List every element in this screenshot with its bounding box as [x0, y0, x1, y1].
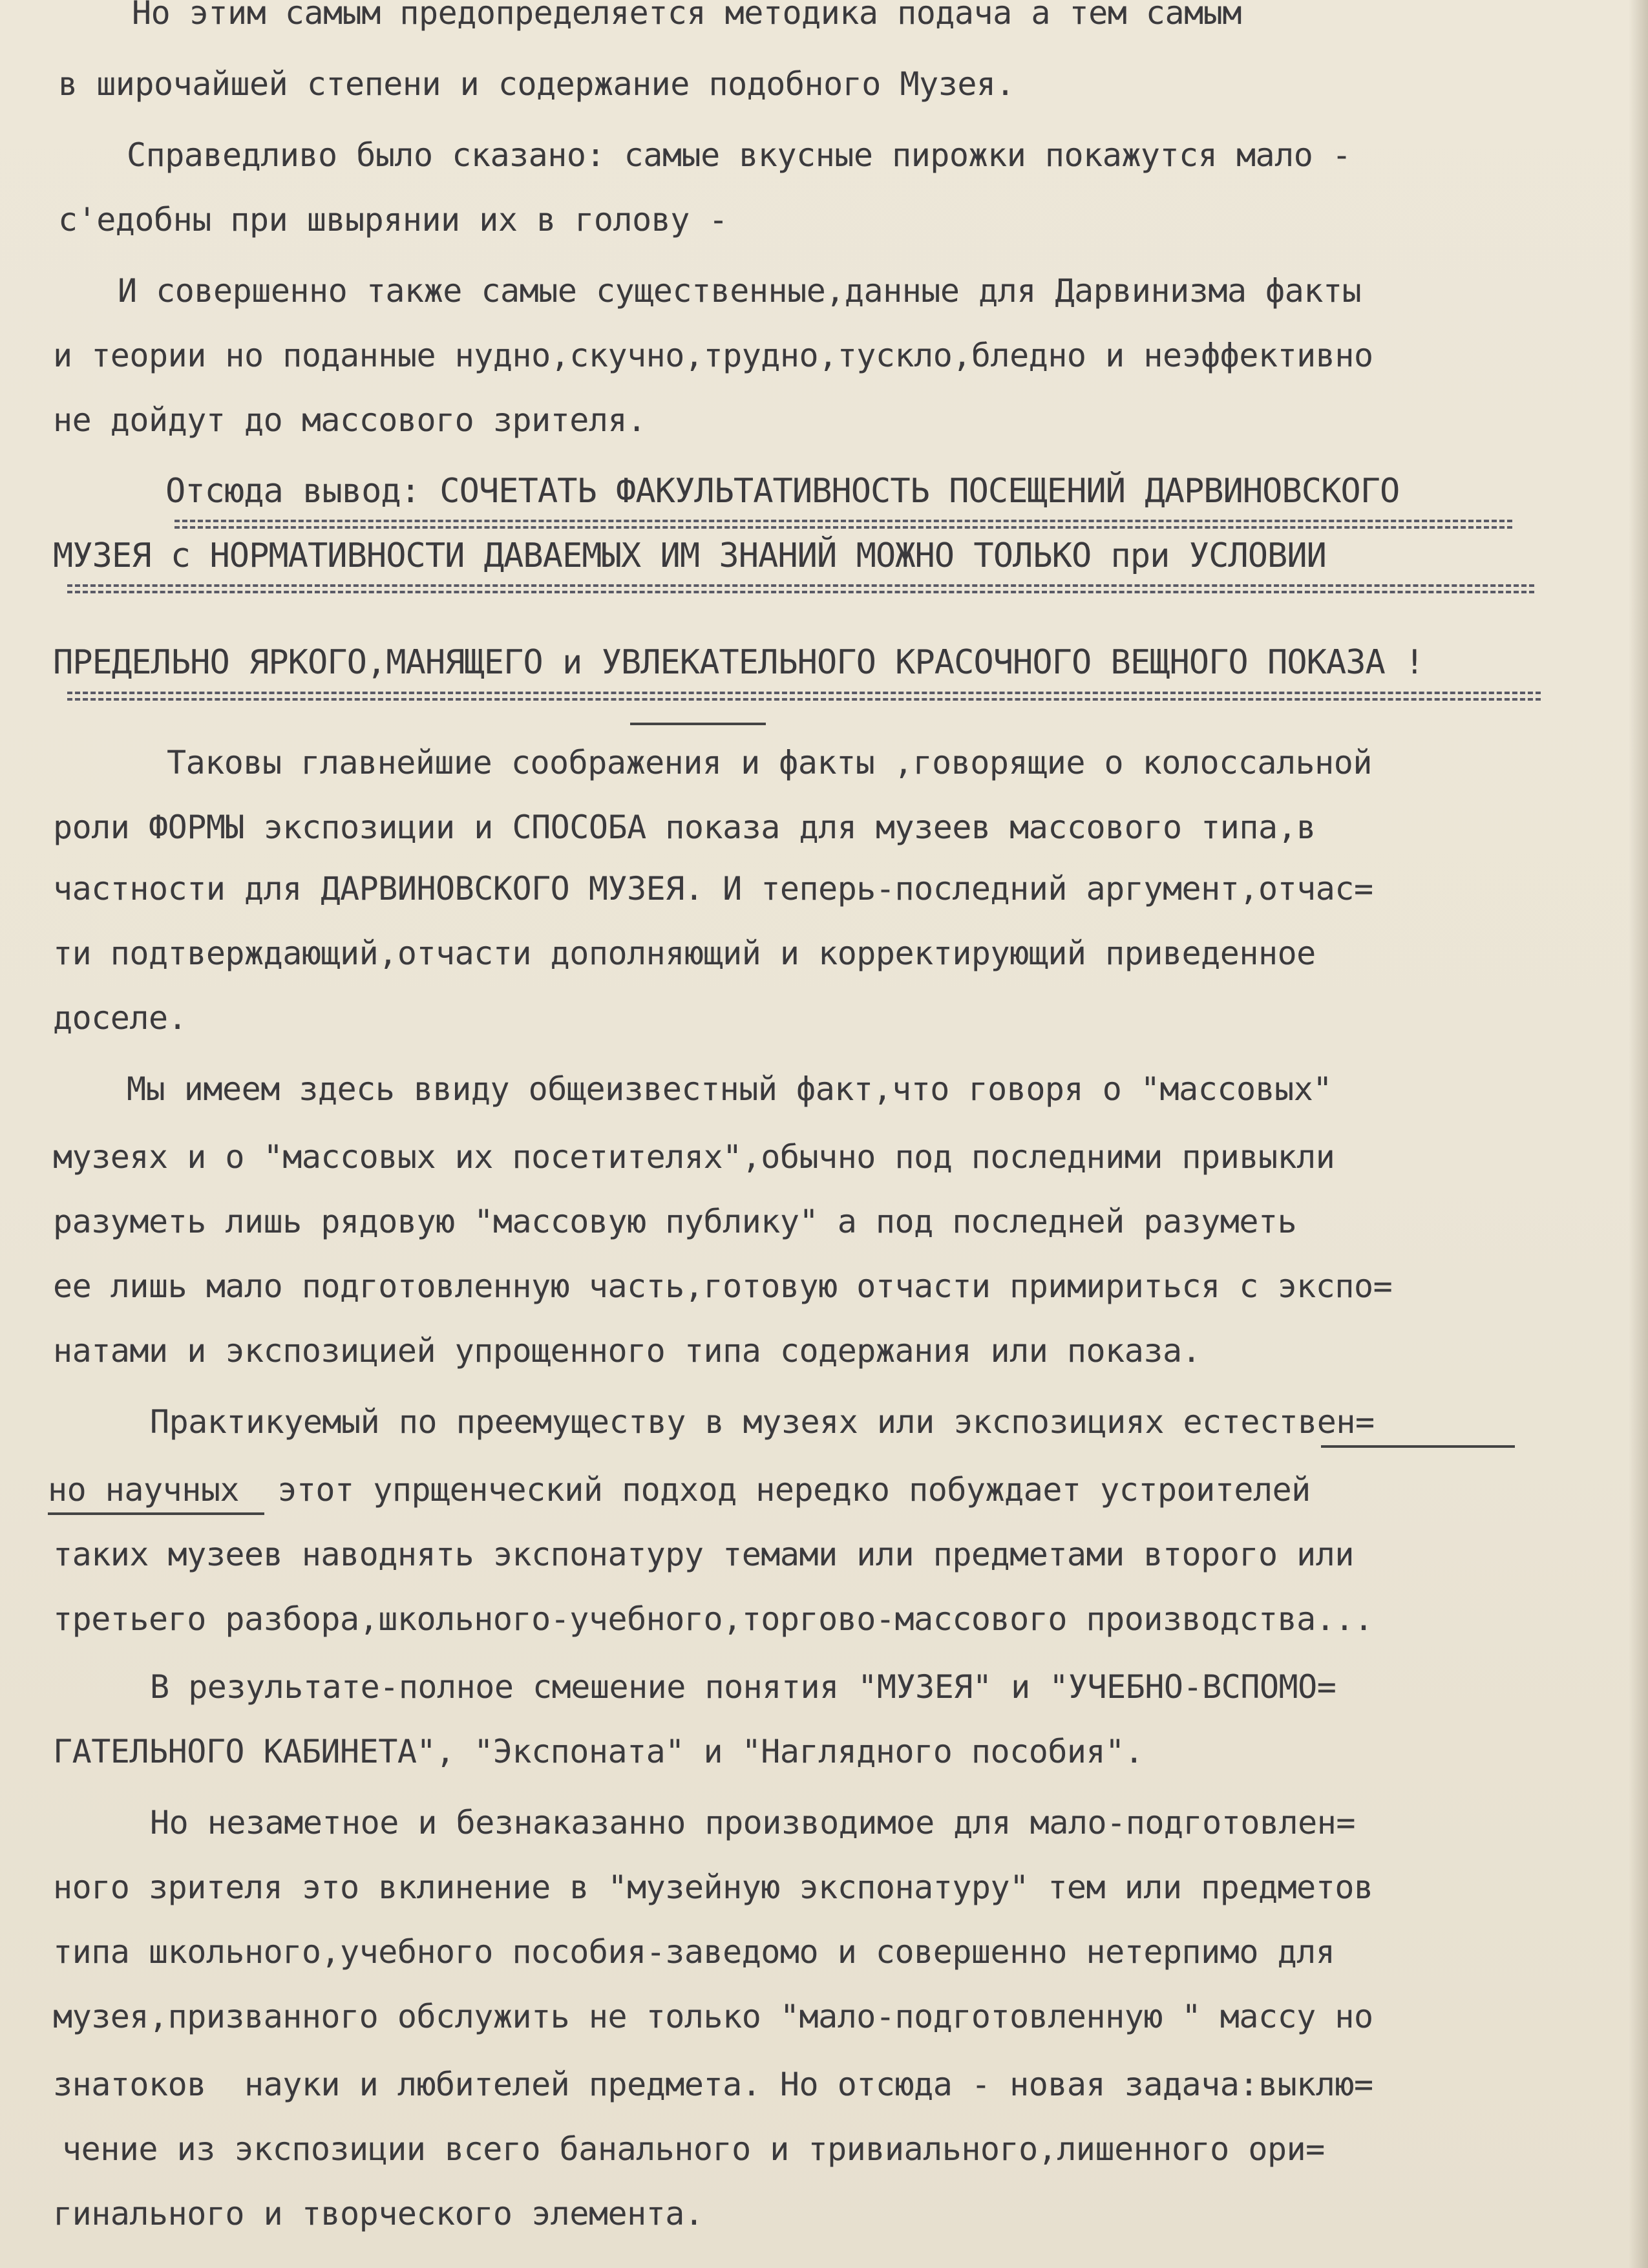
text-line-28: ного зрителя это вклинение в "музейную экспонатуру" тем или предметов	[53, 1869, 1373, 1906]
text-line-14: ти подтверждающий,отчасти дополняющий и корректирующий приведенное	[53, 935, 1316, 972]
text-line-9: МУЗЕЯ с НОРМАТИВНОСТИ ДАВАЕМЫХ ИМ ЗНАНИЙ МОЖНО ТОЛЬКО при УСЛОВИИ	[53, 536, 1326, 575]
underline-estestven	[1321, 1445, 1515, 1448]
text-line-10: ПРЕДЕЛЬНО ЯРКОГО,МАНЯЩЕГО и УВЛЕКАТЕЛЬНОГО КРАСОЧНОГО ВЕЩНОГО ПОКАЗА !	[53, 643, 1424, 682]
text-line-20: натами и экспозицией упрощенного типа содержания или показа.	[53, 1332, 1201, 1370]
text-line-30: музея,призванного обслужить не только "мало-подготовленную " массу но	[53, 1998, 1373, 2035]
text-line-31: знатоков науки и любителей предмета. Но отсюда - новая задача:выклю=	[53, 2066, 1373, 2103]
text-line-12: роли ФОРМЫ экспозиции и СПОСОБА показа для музеев массового типа,в	[53, 809, 1316, 846]
text-line-18: разуметь лишь рядовую "массовую публику" а под последней разуметь	[53, 1203, 1297, 1240]
text-line-24: третьего разбора,школьного-учебного,торгово-массового производства...	[53, 1600, 1373, 1638]
double-rule-3	[67, 692, 1541, 694]
text-line-8: Отсюда вывод: СОЧЕТАТЬ ФАКУЛЬТАТИВНОСТЬ ПОСЕЩЕНИЙ ДАРВИНОВСКОГО	[165, 472, 1400, 511]
double-rule-1	[174, 520, 1512, 522]
double-rule-1b	[174, 526, 1512, 529]
double-rule-2b	[67, 591, 1534, 593]
short-underline	[630, 723, 766, 725]
text-line-2: в широчайшей степени и содержание подобного Музея.	[58, 65, 1015, 103]
double-rule-3b	[67, 698, 1541, 701]
text-line-22: но научных этот упрщенческий подход нередко побуждает устроителей	[48, 1471, 1311, 1509]
text-line-23: таких музеев наводнять экспонатуру темами или предметами второго или	[53, 1536, 1354, 1573]
text-line-7: не дойдут до массового зрителя.	[53, 401, 646, 439]
text-line-11: Таковы главнейшие соображения и факты ,говорящие о колоссальной	[167, 744, 1372, 781]
text-line-19: ее лишь мало подготовленную часть,готовую отчасти примириться с экспо=	[53, 1267, 1393, 1305]
text-line-13: частности для ДАРВИНОВСКОГО МУЗЕЯ. И теперь-последний аргумент,отчас=	[53, 870, 1373, 907]
text-line-3: Справедливо было сказано: самые вкусные пирожки покажутся мало -	[127, 136, 1351, 174]
text-line-4: с'едобны при швырянии их в голову -	[58, 201, 728, 238]
underline-no-nauchnyh	[48, 1512, 264, 1515]
text-line-6: и теории но поданные нудно,скучно,трудно,тускло,бледно и неэффективно	[53, 337, 1373, 374]
text-line-21: Практикуемый по преемуществу в музеях или экспозициях естествен=	[150, 1403, 1375, 1441]
text-line-5: И совершенно также самые существенные,данные для Дарвинизма факты	[118, 272, 1362, 310]
double-rule-2	[67, 584, 1534, 587]
text-line-32: чение из экспозиции всего банального и тривиального,лишенного ори=	[62, 2130, 1325, 2168]
text-line-15: доселе.	[53, 999, 187, 1037]
text-line-33: гинального и творческого элемента.	[53, 2195, 704, 2232]
text-line-1: Но этим самым предопределяется методика подача а тем самым	[132, 0, 1261, 32]
text-line-16: Мы имеем здесь ввиду общеизвестный факт,что говоря о "массовых"	[127, 1070, 1332, 1108]
text-line-29: типа школьного,учебного пособия-заведомо и совершенно нетерпимо для	[53, 1933, 1335, 1971]
text-line-27: Но незаметное и безнаказанно производимое для мало-подготовлен=	[150, 1804, 1355, 1841]
text-line-17: музеях и о "массовых их посетителях",обычно под последними привыкли	[53, 1138, 1335, 1176]
text-line-25: В результате-полное смешение понятия "МУЗЕЯ" и "УЧЕБНО-ВСПОМО=	[150, 1668, 1336, 1706]
text-line-26: ГАТЕЛЬНОГО КАБИНЕТА", "Экспоната" и "Наглядного пособия".	[53, 1733, 1144, 1770]
